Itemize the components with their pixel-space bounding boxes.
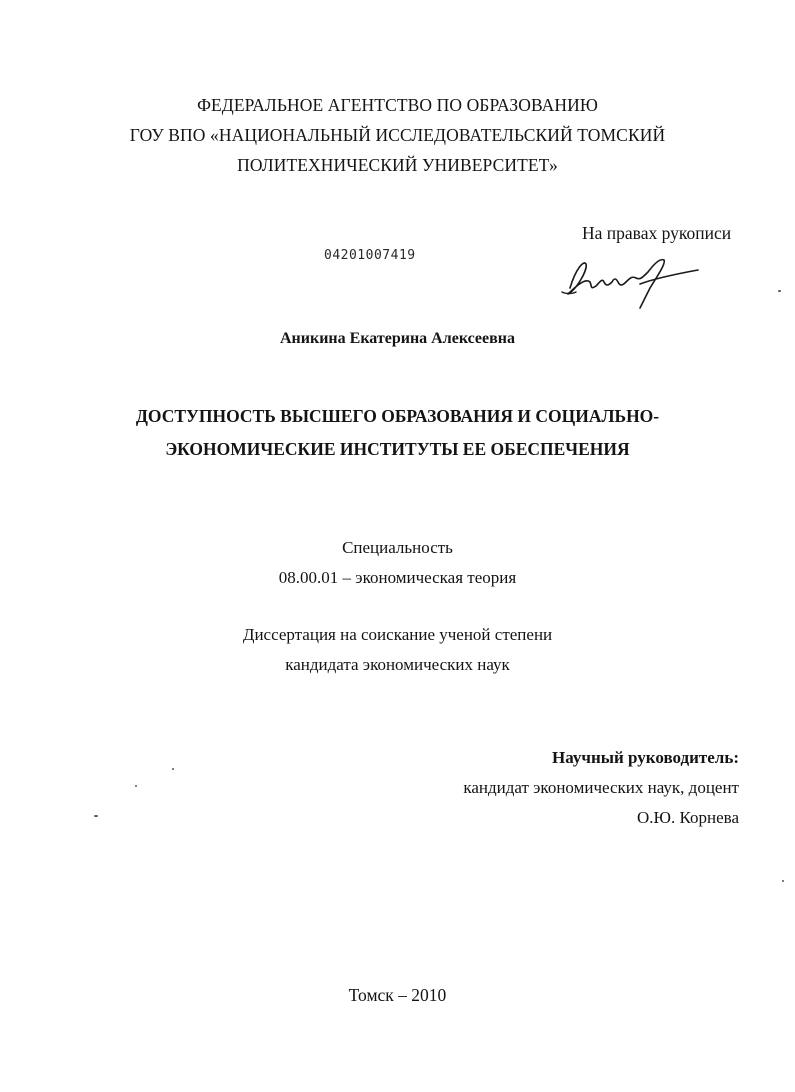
organization-header: [0, 90, 795, 180]
place-year: Томск – 2010: [348, 985, 447, 1005]
degree-line-1: Диссертация на соискание ученой степени: [242, 625, 553, 644]
signature-stroke: [568, 260, 698, 308]
scan-speck: [172, 768, 174, 770]
org-line-3: ПОЛИТЕХНИЧЕСКИЙ УНИВЕРСИТЕТ»: [237, 155, 558, 175]
specialty-value: 08.00.01 – экономическая теория: [278, 568, 517, 587]
supervisor-block: [463, 743, 739, 833]
scan-speck: [782, 880, 784, 882]
scan-speck: [94, 815, 98, 817]
specialty-block: [0, 533, 795, 593]
supervisor-name: О.Ю. Корнева: [637, 808, 739, 827]
org-line-2: ГОУ ВПО «НАЦИОНАЛЬНЫЙ ИССЛЕДОВАТЕЛЬСКИЙ ТОМСКИЙ: [129, 125, 666, 145]
supervisor-heading: Научный руководитель:: [552, 748, 739, 767]
author-name: Аникина Екатерина Алексеевна: [280, 330, 515, 347]
degree-line-2: кандидата экономических наук: [285, 655, 510, 674]
supervisor-degree: кандидат экономических наук, доцент: [463, 778, 739, 797]
degree-block: [0, 620, 795, 680]
signature-image: [556, 248, 706, 310]
org-line-1: ФЕДЕРАЛЬНОЕ АГЕНТСТВО ПО ОБРАЗОВАНИЮ: [197, 95, 598, 115]
dissertation-title: [0, 400, 795, 466]
specialty-label: Специальность: [342, 538, 453, 557]
title-line-2: ЭКОНОМИЧЕСКИЕ ИНСТИТУТЫ ЕЕ ОБЕСПЕЧЕНИЯ: [165, 439, 630, 459]
title-line-1: ДОСТУПНОСТЬ ВЫСШЕГО ОБРАЗОВАНИЯ И СОЦИАЛЬНО-: [135, 406, 660, 426]
manuscript-note: На правах рукописи: [582, 223, 732, 243]
scan-speck: [135, 785, 137, 787]
scan-speck: [778, 290, 781, 292]
registry-code: 04201007419: [324, 248, 416, 263]
